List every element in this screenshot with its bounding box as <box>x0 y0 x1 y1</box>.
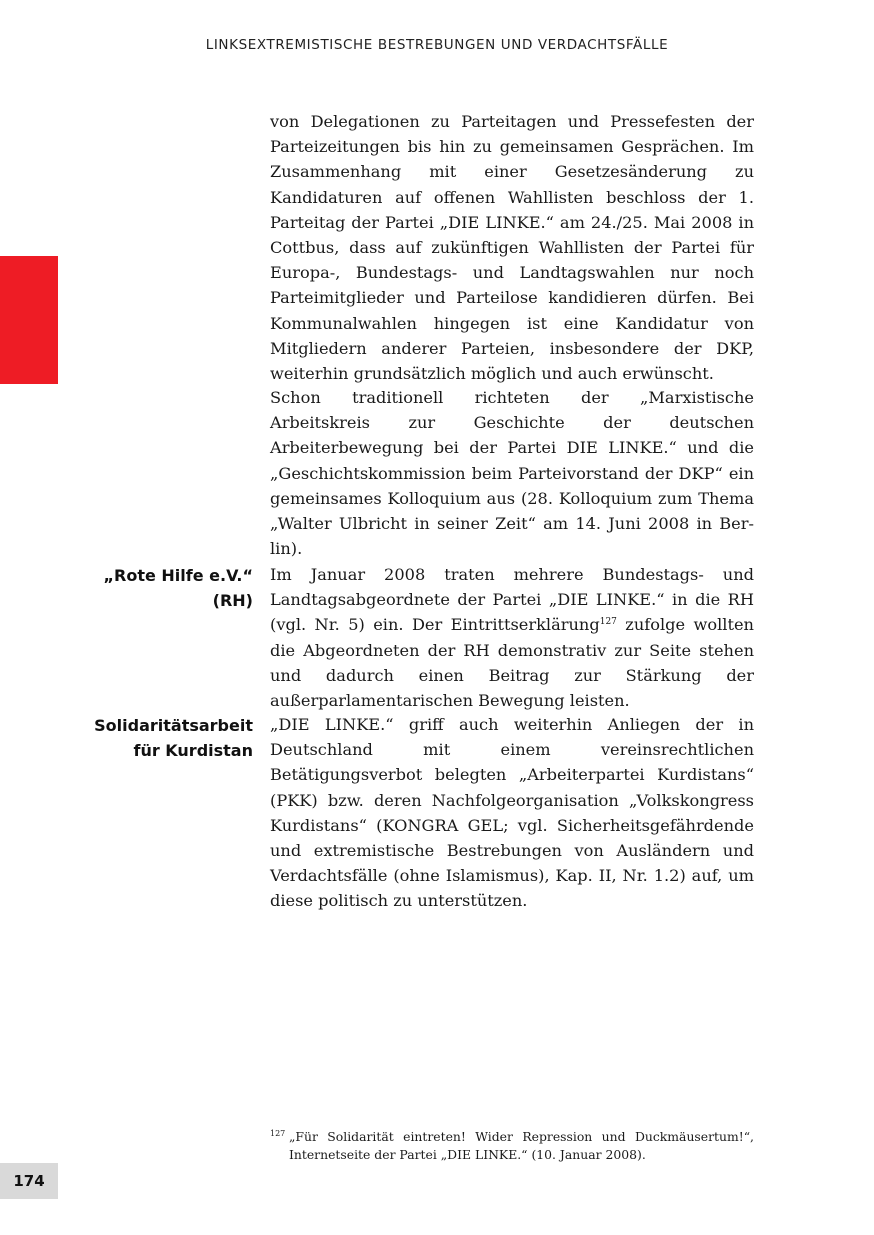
side-heading-rote-hilfe <box>104 563 253 613</box>
side-heading-line: Solidaritätsarbeit <box>94 716 253 735</box>
paragraph-text: „DIE LINKE.“ griff auch weiterhin Anliegen der in Deutschland mit einem vereinsrechtlichen Betätigungsverbot belegten „Arbeiterpartei Kurdistans“ (PKK) bzw. deren Nachfolgeorganisation „Volkskongress Kurdistans“ (KONGRA GEL; vgl. Sicherheitsgefährdende und extremistische Bestrebungen von Ausländern und Verdachtsfälle (ohne Islamismus), Kap. II, Nr. 1.2) auf, um diese politisch zu unterstützen. <box>270 715 754 911</box>
page-number: 174 <box>0 1163 58 1199</box>
side-heading-line: „Rote Hilfe e.V.“ <box>103 566 253 585</box>
footnote-reference[interactable]: 127 <box>599 617 617 628</box>
footnote-number: 127 <box>270 1129 286 1138</box>
side-heading-kurdistan <box>94 713 253 763</box>
paragraph-kolloquium <box>270 385 754 561</box>
chapter-marker <box>0 256 58 384</box>
paragraph-rote-hilfe <box>270 562 754 713</box>
paragraph-segment: zufolge wollten die Abgeordneten der RH demonstrativ zur Seite stehen und dadurch einen Beitrag zur Stärkung der außerparlamentarischen Bewegung leisten. <box>270 615 754 711</box>
side-heading-line: für Kurdistan <box>133 741 253 760</box>
paragraph-kurdistan <box>270 712 754 914</box>
paragraph-delegationen <box>270 109 754 386</box>
footnote <box>270 1128 754 1164</box>
paragraph-segment: Im Januar 2008 traten mehrere Bundestags- und Landtagsabgeordnete der Partei „DIE LINKE.“ in die RH (vgl. Nr. 5) ein. Der Eintrittserklärung <box>270 565 754 635</box>
footnote-text: „Für Solidarität eintreten! Wider Repression und Duckmäusertum!“, Internetseite der Partei „DIE LINKE.“ (10. Januar 2008). <box>289 1129 754 1162</box>
paragraph-text: von Delegationen zu Parteitagen und Pressefesten der Parteizeitungen bis hin zu gemeinsamen Gesprächen. Im Zusammenhang mit einer Gesetzesänderung zu Kandidaturen auf offenen Wahllisten beschloss der 1. Parteitag der Partei „DIE LINKE.“ am 24./25. Mai 2008 in Cottbus, dass auf zukünftigen Wahllisten der Partei für Europa-, Bundestags- und Landtagswahlen nur noch Parteimitglieder und Parteilose kandidieren dürfen. Bei Kommunalwahlen hingegen ist eine Kandidatur von Mitgliedern anderer Parteien, insbesondere der DKP, weiterhin grundsätzlich möglich und auch erwünscht. <box>270 112 754 384</box>
side-heading-line: (RH) <box>212 591 253 610</box>
paragraph-text: Schon traditionell richteten der „Marxistische Arbeitskreis zur Geschichte der deutschen Arbeiterbewegung bei der Partei DIE LINKE.“ und die „Geschichtskommission beim Parteivorstand der DKP“ ein gemeinsames Kolloquium aus (28. Kolloquium zum Thema „Walter Ulbricht in seiner Zeit“ am 14. Juni 2008 in Berlin). <box>270 388 754 559</box>
running-header: LINKSEXTREMISTISCHE BESTREBUNGEN UND VERDACHTSFÄLLE <box>205 37 669 53</box>
paragraph-text <box>270 562 754 713</box>
